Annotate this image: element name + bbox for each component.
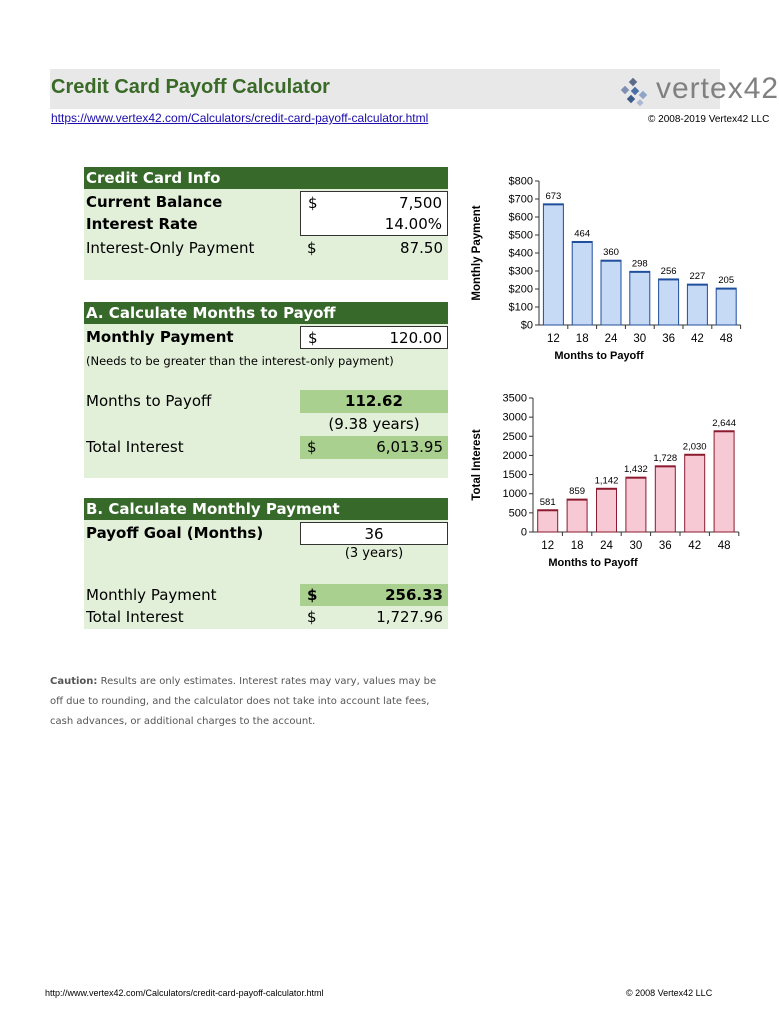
section-b-heading: B. Calculate Monthly Payment xyxy=(84,498,448,520)
y-tick-label: 1500 xyxy=(502,469,527,482)
x-tick-label: 30 xyxy=(633,333,647,345)
x-axis-title: Months to Payoff xyxy=(548,557,638,569)
bar-top-edge xyxy=(538,510,558,512)
caution-text: Results are only estimates. Interest rates may vary, values may be off due to rounding, and the calculator does not take into account late fees, cash advances, or additional charges to the account. xyxy=(50,676,437,727)
interest-only-row xyxy=(84,237,448,260)
x-tick-label: 12 xyxy=(547,333,560,345)
bar-data-label: 859 xyxy=(569,486,586,498)
y-tick-label: $300 xyxy=(508,265,533,278)
months-to-payoff-label: Months to Payoff xyxy=(86,392,212,410)
y-tick-label: 0 xyxy=(520,526,527,539)
bar xyxy=(685,454,705,532)
bar-data-label: 256 xyxy=(660,265,677,277)
y-tick-label: $700 xyxy=(508,193,533,206)
goal-years-cell xyxy=(300,542,448,565)
currency-symbol: $ xyxy=(307,608,317,626)
goal-interest-cell xyxy=(300,606,448,629)
bar-top-edge xyxy=(659,279,679,281)
months-to-payoff-result xyxy=(300,390,448,413)
y-tick-label: 500 xyxy=(508,507,527,520)
y-tick-label: $100 xyxy=(508,301,533,314)
y-tick-label: 1000 xyxy=(502,488,527,501)
y-tick-label: $500 xyxy=(508,229,533,242)
months-to-payoff-row xyxy=(84,390,448,413)
bar xyxy=(716,288,736,325)
total-interest-result xyxy=(300,436,448,459)
bar xyxy=(572,241,592,325)
x-tick-label: 36 xyxy=(662,333,675,345)
y-tick-label: $200 xyxy=(508,283,533,296)
x-tick-label: 18 xyxy=(575,333,589,345)
bar-top-edge xyxy=(572,241,592,243)
bar xyxy=(567,499,587,532)
x-tick-label: 24 xyxy=(604,333,618,345)
bar-data-label: 298 xyxy=(631,258,648,270)
payoff-years-cell xyxy=(300,413,448,436)
goal-years-row xyxy=(84,542,448,565)
copyright-header: © 2008-2019 Vertex42 LLC xyxy=(648,114,770,125)
credit-card-info-panel xyxy=(84,167,448,280)
y-tick-label: 3500 xyxy=(502,392,527,405)
monthly-payment-label: Monthly Payment xyxy=(86,328,234,346)
bar-top-edge xyxy=(630,271,650,273)
monthly-payment-value: 120.00 xyxy=(389,329,442,347)
bar-data-label: 2,030 xyxy=(682,441,707,453)
goal-interest-label: Total Interest xyxy=(86,608,184,626)
payoff-goal-label: Payoff Goal (Months) xyxy=(86,524,264,542)
payoff-years-row xyxy=(84,413,448,436)
required-payment-row xyxy=(84,584,448,607)
goal-years-value: (3 years) xyxy=(344,546,404,561)
interest-only-value: 87.50 xyxy=(400,239,443,257)
goal-interest-value: 1,727.96 xyxy=(376,608,443,626)
interest-rate-value: 14.00% xyxy=(384,215,442,233)
bar-data-label: 1,142 xyxy=(594,475,619,487)
bar-top-edge xyxy=(626,477,646,479)
bar-data-label: 205 xyxy=(718,275,735,287)
bar-data-label: 360 xyxy=(603,247,619,259)
calculator-url-link[interactable]: https://www.vertex42.com/Calculators/credit-card-payoff-calculator.html xyxy=(51,111,429,125)
total-interest-label: Total Interest xyxy=(86,438,184,456)
x-tick-label: 42 xyxy=(691,333,704,345)
bar-top-edge xyxy=(655,466,675,468)
footer-copyright: © 2008 Vertex42 LLC xyxy=(626,988,713,998)
months-to-payoff-panel xyxy=(84,302,448,478)
y-axis-title: Total Interest xyxy=(471,429,483,501)
bar-data-label: 2,644 xyxy=(712,417,736,429)
x-tick-label: 36 xyxy=(658,540,672,552)
currency-symbol: $ xyxy=(307,586,318,604)
total-interest-chart-svg xyxy=(460,388,760,578)
bar-top-edge xyxy=(714,431,734,433)
bar-top-edge xyxy=(567,499,587,501)
x-tick-label: 48 xyxy=(717,540,731,552)
current-balance-input[interactable] xyxy=(300,191,448,214)
bar-top-edge xyxy=(716,288,736,290)
page-title: Credit Card Payoff Calculator xyxy=(51,76,330,98)
bar xyxy=(626,477,646,532)
total-interest-chart xyxy=(460,388,736,578)
payoff-goal-value: 36 xyxy=(364,525,384,543)
caution-label: Caution: xyxy=(50,676,98,687)
interest-only-label: Interest-Only Payment xyxy=(86,239,255,257)
caution-note xyxy=(50,672,450,732)
bar xyxy=(687,284,707,325)
current-balance-value: 7,500 xyxy=(399,194,442,212)
monthly-payment-panel xyxy=(84,498,448,629)
y-tick-label: $600 xyxy=(508,211,533,224)
currency-symbol: $ xyxy=(308,329,318,347)
bar-top-edge xyxy=(597,488,617,490)
y-axis-title: Monthly Payment xyxy=(471,205,483,301)
required-payment-label: Monthly Payment xyxy=(86,586,217,604)
required-payment-value: 256.33 xyxy=(385,586,443,604)
bar-data-label: 1,432 xyxy=(624,464,648,476)
payment-note: (Needs to be greater than the interest-only payment) xyxy=(86,354,394,368)
logo-text: vertex42 xyxy=(656,72,779,105)
bar xyxy=(538,510,558,532)
bar xyxy=(543,204,563,325)
goal-interest-row xyxy=(84,606,448,629)
y-tick-label: 2000 xyxy=(502,449,527,462)
vertex42-logo xyxy=(616,72,779,108)
interest-rate-label: Interest Rate xyxy=(86,215,198,233)
interest-rate-row xyxy=(84,213,448,236)
monthly-payment-input[interactable] xyxy=(300,326,448,349)
y-tick-label: $800 xyxy=(508,175,533,188)
months-to-payoff-value: 112.62 xyxy=(345,392,403,410)
y-tick-label: $400 xyxy=(508,247,533,260)
bar xyxy=(714,431,734,532)
logo-cube-icon xyxy=(616,76,652,106)
x-tick-label: 42 xyxy=(688,540,702,552)
monthly-payment-row xyxy=(84,326,448,349)
bar-data-label: 227 xyxy=(689,271,706,283)
total-interest-value: 6,013.95 xyxy=(376,438,443,456)
currency-symbol: $ xyxy=(308,194,318,212)
bar xyxy=(597,488,617,532)
current-balance-row xyxy=(84,191,448,214)
y-tick-label: $0 xyxy=(520,319,533,332)
bar-data-label: 1,728 xyxy=(653,452,678,464)
current-balance-label: Current Balance xyxy=(86,193,223,211)
bar-top-edge xyxy=(687,284,707,286)
bar-data-label: 581 xyxy=(539,496,556,508)
x-tick-label: 30 xyxy=(629,540,643,552)
bar xyxy=(655,466,675,532)
total-interest-row xyxy=(84,436,448,459)
section-a-heading: A. Calculate Months to Payoff xyxy=(84,302,448,324)
payoff-years-value: (9.38 years) xyxy=(328,415,420,433)
required-payment-result xyxy=(300,584,448,607)
bar-data-label: 464 xyxy=(574,228,591,240)
y-tick-label: 3000 xyxy=(502,411,527,424)
bar xyxy=(659,279,679,325)
bar-top-edge xyxy=(543,204,563,206)
bar-top-edge xyxy=(601,260,621,262)
x-tick-label: 24 xyxy=(600,540,613,552)
x-axis-title: Months to Payoff xyxy=(554,350,644,362)
monthly-payment-chart-svg xyxy=(460,170,760,370)
x-tick-label: 48 xyxy=(719,333,733,345)
currency-symbol: $ xyxy=(307,239,317,257)
interest-only-cell xyxy=(300,237,448,260)
bar xyxy=(601,260,621,325)
bar xyxy=(630,271,650,325)
x-tick-label: 18 xyxy=(570,540,584,552)
bar-data-label: 673 xyxy=(545,190,562,202)
x-tick-label: 12 xyxy=(541,540,555,552)
credit-card-info-heading: Credit Card Info xyxy=(84,167,448,189)
bar-top-edge xyxy=(685,454,705,456)
footer-url: http://www.vertex42.com/Calculators/credit-card-payoff-calculator.html xyxy=(45,988,324,998)
monthly-payment-chart xyxy=(460,170,735,370)
currency-symbol: $ xyxy=(307,438,317,456)
interest-rate-input[interactable] xyxy=(300,213,448,236)
y-tick-label: 2500 xyxy=(502,430,527,443)
